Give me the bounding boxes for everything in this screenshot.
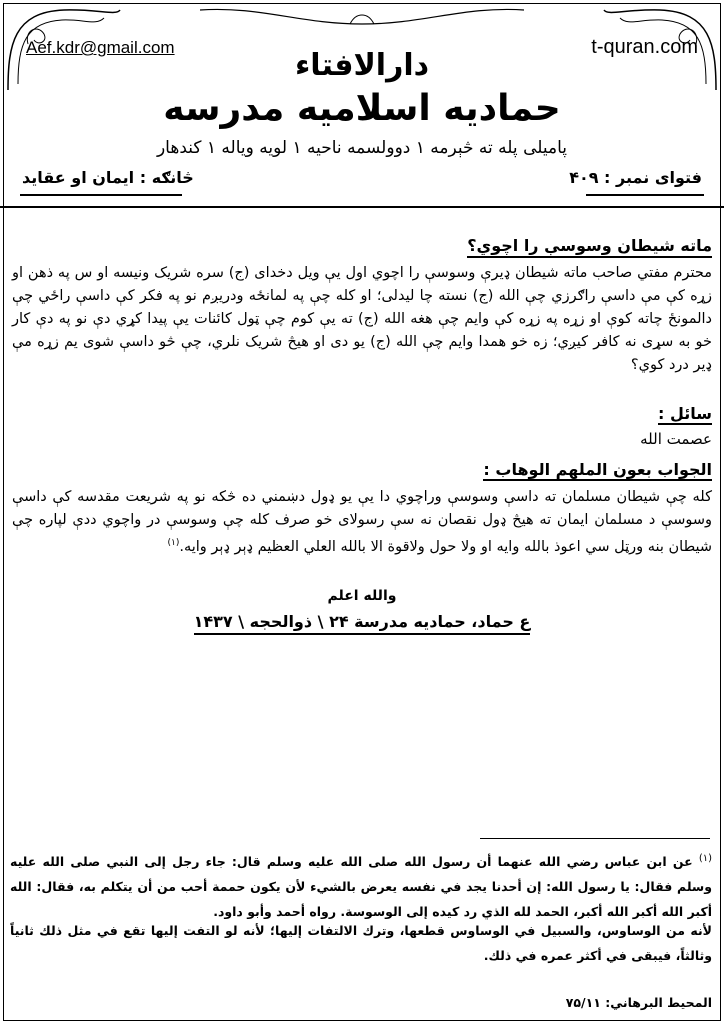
contact-email[interactable]: Aef.kdr@gmail.com [26, 38, 175, 57]
top-center-flourish [200, 4, 524, 34]
footnote-separator [480, 838, 710, 839]
footnote-source: المحيط البرهاني: ۷۵/۱۱ [565, 995, 712, 1010]
question-title: ماته شیطان وسوسې را اچوي؟ [12, 236, 712, 255]
header-separator [0, 206, 724, 208]
footnote-hadith: $^{(۱)}$ عن ابن عباس رضي الله عنهما أن رسول الله صلى الله عليه وسلم قال: جاء رجل إلى النبي صلى الله عليه وسلم فقال: يا رسول الله: إن أحدنا يجد في نفسه يعرض بالشيء لأن يكون حممة أحب من أن يتكلم به، فقال: الله أكبر الله أكبر الله أكبر، الحمد لله الذي رد كيده إلى الوسوسة. رواه أحمد وأبو داود. [10, 853, 713, 920]
mufti-signature: ع حماد، حمادیه مدرسة ۲۴ \ ذوالحجه \ ۱۴۳۷ [0, 612, 724, 631]
answer-label: الجواب بعون الملهم الوهاب : [483, 460, 712, 479]
footnote-reference[interactable]: (۱) [167, 538, 180, 548]
asker-label: سائل : [658, 404, 712, 423]
section-underline [20, 194, 182, 196]
fatwa-section: څانګه : ایمان او عقاید [22, 168, 194, 187]
answer-text: کله چې شیطان مسلمان ته داسې وسوسې وراچوي دا یې یو ډول دښمني ده څکه نو په شریعت مقدسه کې داسې وسوسې د مسلمان ایمان ته هیڅ ډول نقصان نه سې رسولای خو صرف کله چې وسوسې در واچوي ددې لپاره چې شیطان بنه ورټل سي اعوذ بالله وایه او ولا حول ولاقوة الا بالله العلي العظیم ډېر ډېر وایه.$^{(۱)}$ [12, 489, 712, 555]
organization-title: دارالافتاء [294, 48, 430, 83]
footnote-fiqh: لأنه من الوساوس، والسبيل في الوساوس قطعها، وترك الالتفات إليها؛ لأنه لو التفت إليها تقع في مثل ذلك ثانياً وثالثاً، فيبقى في أكثر عمره في ذلك. [10, 923, 712, 963]
footnote-marker: (۱) [698, 853, 713, 864]
madrasa-address: پامیلی پله ته څېرمه ۱ دوولسمه ناحیه ۱ لویه ویاله ۱ کندهار [156, 138, 568, 158]
question-text: محترم مفتي صاحب ماته شیطان ډیرې وسوسې را اچوي اول یې ویل دخدای (ج) سره شریک ونیسه او س په ذهن او زړه کې مې داسې راګرزي چې الله (ج) نسته چا لیدلی؛ او کله چې په لمانځه ودریږم نو په فکر کې داسې راځي چې دالمونځ چاته کوې او زړه په زړه کې وایم چې هغه الله (ج) ته یې کوم چې ټول کائنات یې پیدا کړي دې نو په دې کار خو به سړی نه کافر کیږي؛ زه خو همدا وایم چې الله (ج) یو دی او هیڅ شریک نلري، چې څو داسې شوی یم زړه مې ډیر درد کوي؟ [12, 265, 712, 373]
asker-name: عصمت الله [640, 430, 712, 448]
website-link[interactable]: t-quran.com [591, 36, 698, 58]
fatwa-number-underline [586, 194, 704, 196]
fatwa-meta-row [22, 168, 702, 196]
closing-phrase: والله اعلم [327, 588, 397, 604]
fatwa-number: فتوای نمبر : ۴۰۹ [569, 168, 702, 187]
madrasa-name: حمادیه اسلامیه مدرسه [163, 88, 561, 129]
